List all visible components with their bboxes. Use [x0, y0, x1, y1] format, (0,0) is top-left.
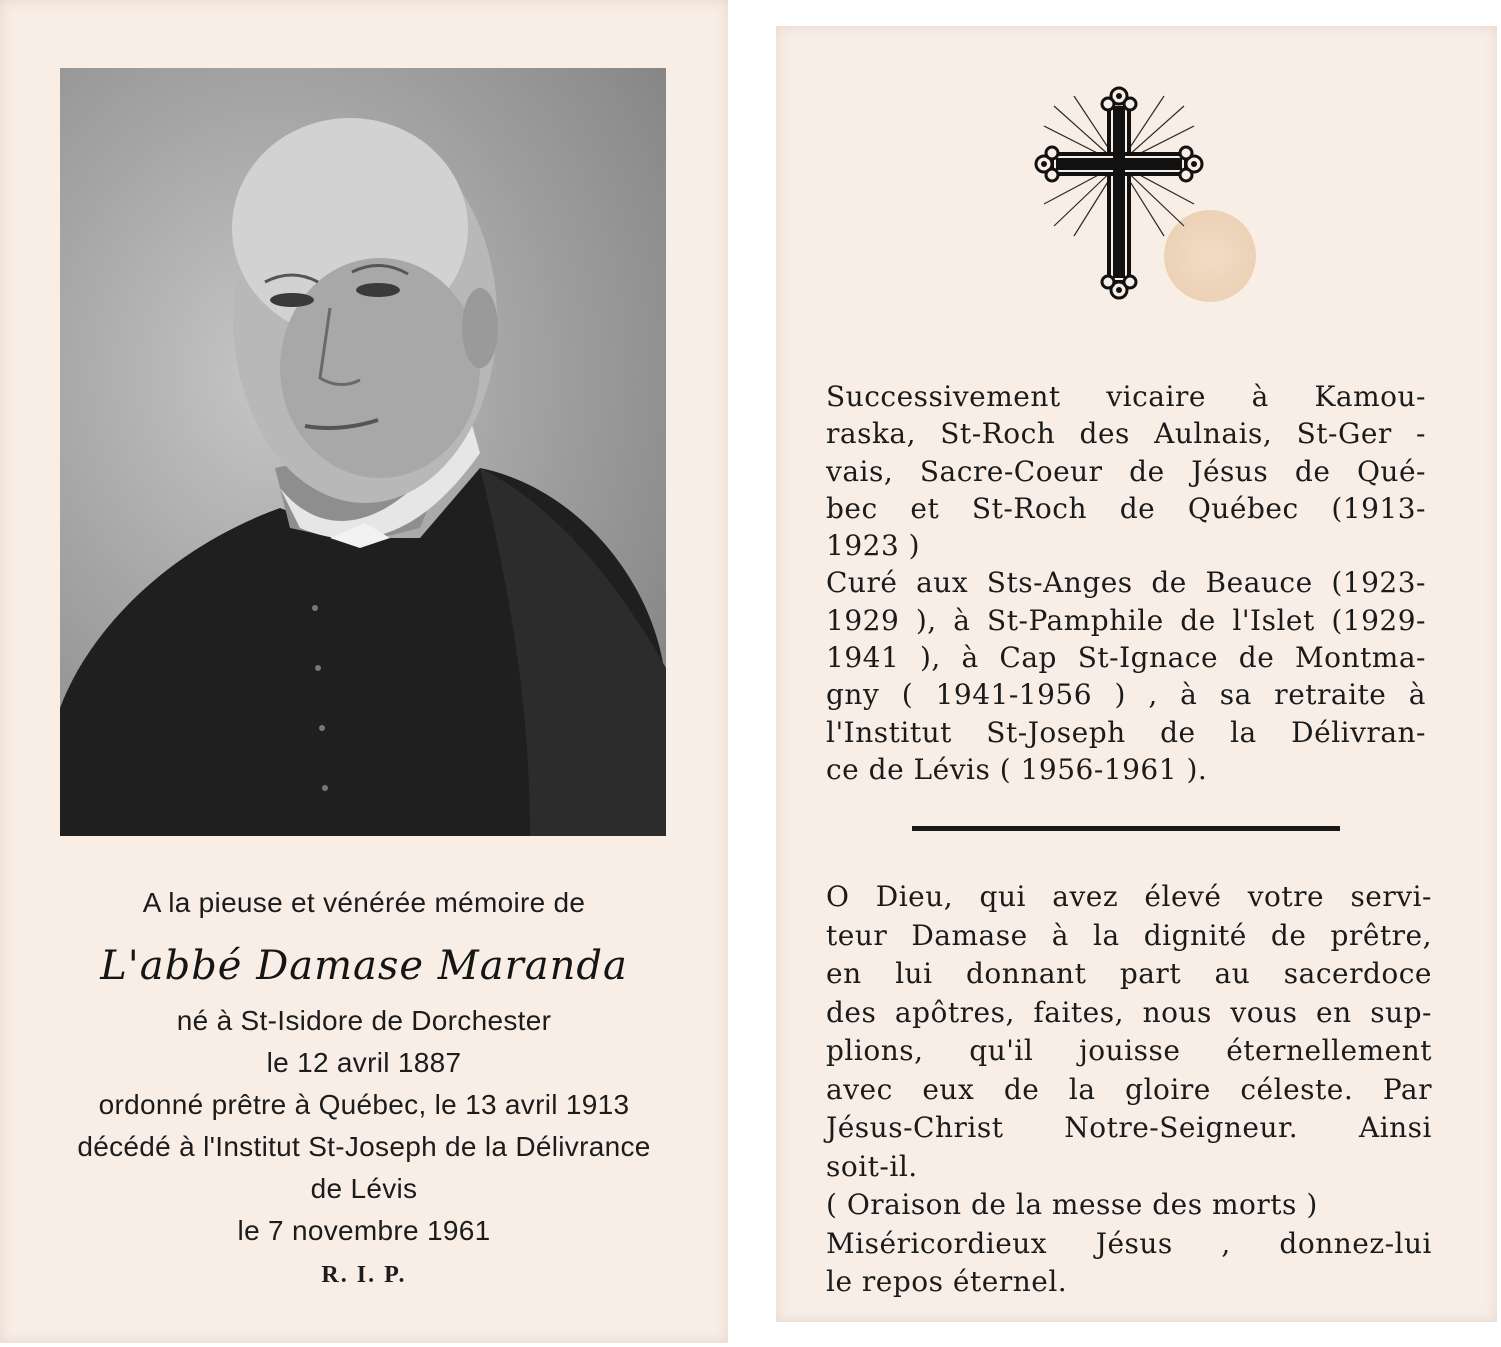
- cross-icon: [1034, 86, 1204, 301]
- prayer-line: teur Damase à la dignité de prêtre,: [826, 918, 1432, 952]
- prayer-line: soit-il.: [826, 1149, 918, 1183]
- portrait-drawing: [60, 68, 666, 836]
- fact-line: le 7 novembre 1961: [237, 1215, 491, 1246]
- prayer-line: Miséricordieux Jésus , donnez-lui: [826, 1226, 1432, 1260]
- prayer-line: Jésus-Christ Notre-Seigneur. Ainsi: [826, 1111, 1432, 1144]
- prayer-line: plions, qu'il jouisse éternellement: [826, 1034, 1432, 1067]
- biography-paragraph: [826, 378, 1426, 788]
- biography-line: 1923 ): [826, 529, 921, 563]
- biography-line: bec et St-Roch de Québec (1913-: [826, 491, 1426, 525]
- biography-line: Successivement vicaire à Kamou-: [826, 380, 1426, 413]
- fact-line: né à St-Isidore de Dorchester: [176, 1005, 552, 1036]
- section-divider: [912, 826, 1340, 831]
- prayer-line: ( Oraison de la messe des morts ): [826, 1188, 1318, 1221]
- biography-line: Curé aux Sts-Anges de Beauce (1923-: [826, 566, 1426, 600]
- prayer-line: avec eux de la gloire céleste. Par: [826, 1072, 1432, 1106]
- fact-line: ordonné prêtre à Québec, le 13 avril 1913: [98, 1089, 630, 1120]
- biography-line: raska, St-Roch des Aulnais, St-Ger -: [826, 417, 1426, 451]
- biography-line: ce de Lévis ( 1956-1961 ).: [826, 752, 1208, 786]
- biography-line: l'Institut St-Joseph de la Délivran-: [826, 715, 1426, 749]
- biography-line: gny ( 1941-1956 ) , à sa retraite à: [826, 678, 1426, 712]
- biographical-facts: [0, 1000, 728, 1252]
- prayer-paragraph: [826, 878, 1432, 1302]
- dedication-line: A la pieuse et vénérée mémoire de: [142, 887, 586, 918]
- fact-line: de Lévis: [310, 1173, 418, 1204]
- fact-line: le 12 avril 1887: [266, 1047, 462, 1078]
- memorial-card-back: [776, 26, 1497, 1322]
- prayer-line: O Dieu, qui avez élevé votre servi-: [826, 880, 1432, 913]
- biography-line: vais, Sacre-Coeur de Jésus de Qué-: [826, 454, 1426, 488]
- deceased-name: L'abbé Damase Maranda: [100, 943, 628, 989]
- prayer-line: en lui donnant part au sacerdoce: [826, 957, 1432, 990]
- rip-text: R. I. P.: [321, 1262, 407, 1288]
- fact-line: décédé à l'Institut St-Joseph de la Délivrance: [77, 1131, 651, 1162]
- biography-line: 1929 ), à St-Pamphile de l'Islet (1929-: [826, 603, 1426, 637]
- prayer-line: le repos éternel.: [826, 1265, 1068, 1298]
- prayer-line: des apôtres, faites, nous vous en sup-: [826, 995, 1432, 1029]
- biography-line: 1941 ), à Cap St-Ignace de Montma-: [826, 641, 1426, 675]
- portrait-photo: [60, 68, 666, 836]
- memorial-card-front: [0, 0, 728, 1343]
